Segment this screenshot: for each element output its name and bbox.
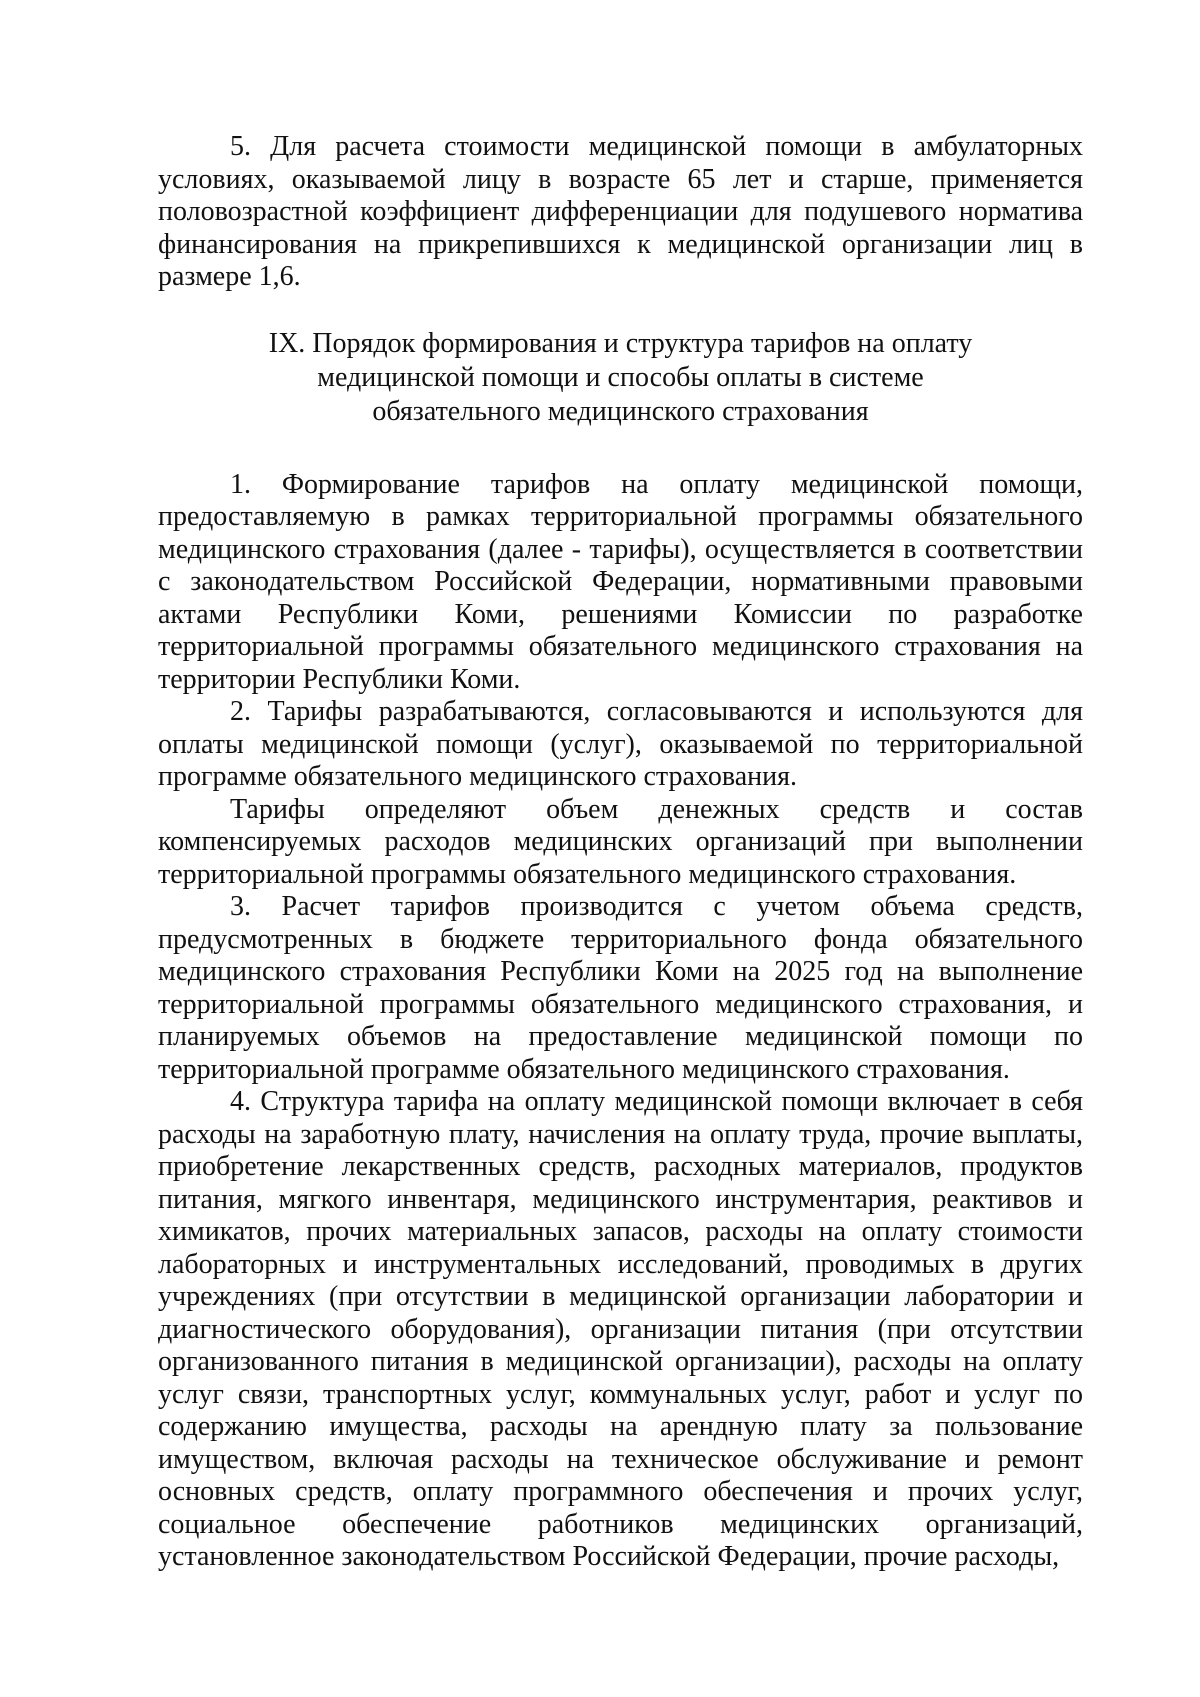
document-page bbox=[158, 131, 1083, 1574]
paragraph-2-tariff-development: 2. Тарифы разрабатываются, согласовываются и используются для оплаты медицинской помощи (услуг), оказываемой по территориальной программе обязательного медицинского страхования. bbox=[158, 696, 1083, 792]
spacer bbox=[158, 294, 1083, 327]
spacer bbox=[158, 429, 1083, 469]
paragraph-3-tariff-calculation: 3. Расчет тарифов производится с учетом объема средств, предусмотренных в бюджете территориального фонда обязательного медицинского страхования Республики Коми на 2025 год на выполнение территориальной программы обязательного медицинского страхования, и планируемых объемов на предоставление медицинской помощи по территориальной программе обязательного медицинского страхования. bbox=[158, 891, 1083, 1085]
section-heading-line-1: IX. Порядок формирования и структура тарифов на оплату bbox=[268, 327, 973, 359]
paragraph-4-tariff-structure: 4. Структура тарифа на оплату медицинской помощи включает в себя расходы на заработную плату, начисления на оплату труда, прочие выплаты, приобретение лекарственных средств, расходных материалов, продуктов питания, мягкого инвентаря, медицинского инструментария, реактивов и химикатов, прочих материальных запасов, расходы на оплату стоимости лабораторных и инструментальных исследований, проводимых в других учреждениях (при отсутствии в медицинской организации лаборатории и диагностического оборудования), организации питания (при отсутствии организованного питания в медицинской организации), расходы на оплату услуг связи, транспортных услуг, коммунальных услуг, работ и услуг по содержанию имущества, расходы на арендную плату за пользование имуществом, включая расходы на техническое обслуживание и ремонт основных средств, оплату программного обеспечения и прочих услуг, социальное обеспечение работников медицинских организаций, установленное законодательством Российской Федерации, прочие расходы, bbox=[158, 1086, 1083, 1572]
paragraph-1-tariff-formation: 1. Формирование тарифов на оплату медицинской помощи, предоставляемую в рамках территориальной программы обязательного медицинского страхования (далее - тарифы), осуществляется в соответствии с законодательством Российской Федерации, нормативными правовыми актами Республики Коми, решениями Комиссии по разработке территориальной программы обязательного медицинского страхования на территории Республики Коми. bbox=[158, 468, 1083, 695]
paragraph-tariff-definition: Тарифы определяют объем денежных средств и состав компенсируемых расходов медицинских организаций при выполнении территориальной программы обязательного медицинского страхования. bbox=[158, 793, 1083, 890]
section-heading-line-3: обязательного медицинского страхования bbox=[372, 395, 869, 427]
paragraph-5-ambulatory: 5. Для расчета стоимости медицинской помощи в амбулаторных условиях, оказываемой лицу в возрасте 65 лет и старше, применяется половозрастной коэффициент дифференциации для подушевого норматива финансирования на прикрепившихся к медицинской организации лиц в размере 1,6. bbox=[158, 131, 1083, 292]
section-heading bbox=[158, 327, 1083, 429]
section-heading-line-2: медицинской помощи и способы оплаты в системе bbox=[317, 361, 924, 393]
